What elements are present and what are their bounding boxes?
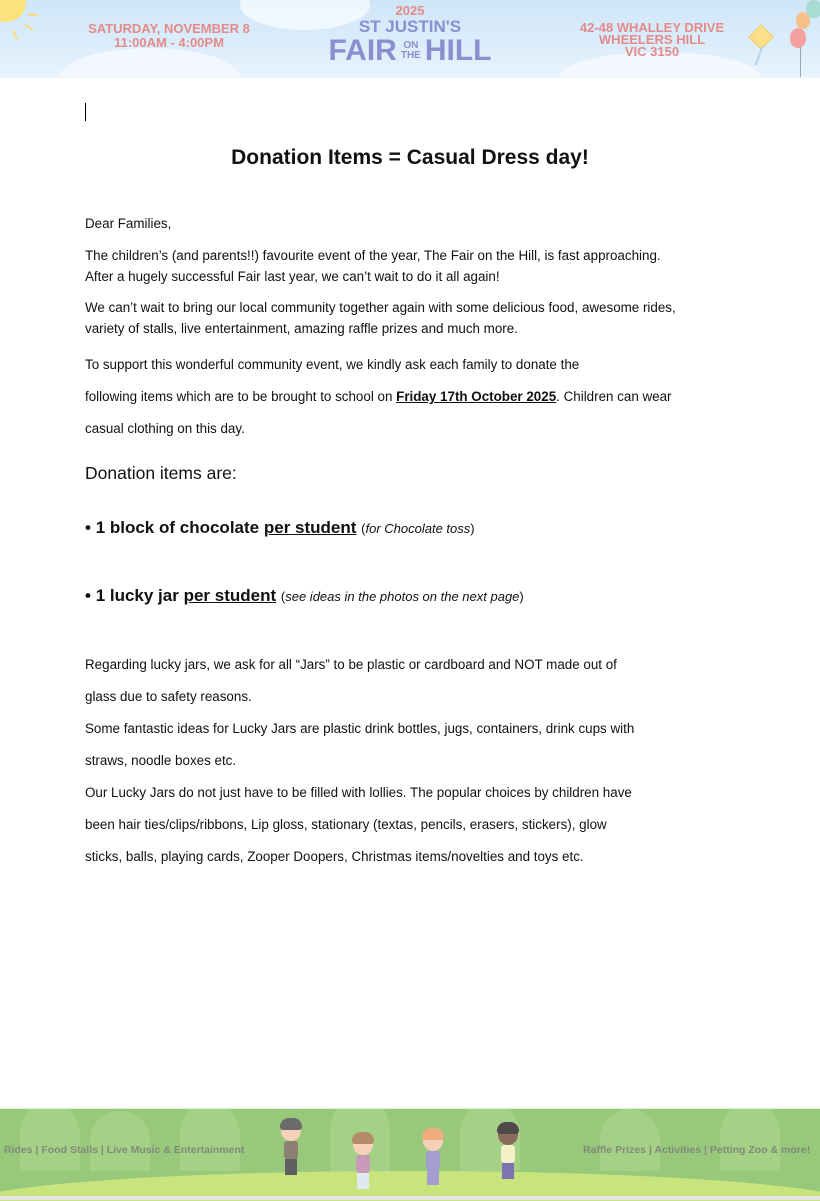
paragraph-line: We can’t wait to bring our local community together again with some delicious food, awesome rides,	[85, 300, 676, 315]
child-shirt	[501, 1145, 515, 1163]
document-title: Donation Items = Casual Dress day!	[231, 146, 589, 169]
sun-ray	[12, 30, 17, 40]
address-line-1: 42-48 WHALLEY DRIVE	[579, 20, 725, 35]
item-emphasis: per student	[263, 518, 357, 537]
cloud-decoration	[60, 48, 240, 78]
child-skirt	[357, 1173, 369, 1189]
sun-ray	[24, 23, 33, 30]
donation-heading: Donation items are:	[85, 463, 237, 483]
address-line-2: WHEELERS HILL	[598, 32, 706, 47]
event-name	[300, 36, 520, 66]
item-emphasis: per student	[183, 586, 277, 605]
item-main: 1 lucky jar	[95, 586, 179, 605]
header-banner	[0, 0, 820, 78]
paren-open: (	[361, 521, 366, 536]
bullet-icon: •	[85, 518, 91, 537]
paren-close: )	[519, 589, 524, 604]
paragraph-line: The children’s (and parents!!) favourite event of the year, The Fair on the Hill, is fast approaching.	[85, 248, 661, 263]
donation-item	[85, 586, 524, 606]
item-note	[281, 589, 524, 604]
sun-ray	[28, 14, 38, 16]
item-note-text: see ideas in the photos on the next page	[285, 589, 520, 604]
child-hair	[422, 1128, 444, 1140]
item-main: 1 block of chocolate	[95, 518, 260, 537]
bullet-icon: •	[85, 586, 91, 605]
paragraph-line: glass due to safety reasons.	[85, 689, 252, 704]
child-illustration	[496, 1125, 522, 1185]
sun-icon	[0, 0, 26, 22]
child-illustration	[279, 1121, 305, 1181]
paragraph-intro	[85, 245, 661, 287]
donation-date: Friday 17th October 2025	[396, 389, 557, 404]
text-run: following items which are to be brought to school on	[85, 389, 397, 404]
child-hair	[280, 1118, 302, 1130]
paren-open: (	[280, 589, 286, 604]
paragraph-line: Some fantastic ideas for Lucky Jars are plastic drink bottles, jugs, containers, drink cups with	[85, 721, 635, 736]
item-note-text: for Chocolate toss	[365, 521, 471, 536]
bush-decoration	[600, 1109, 660, 1171]
footer-activities-left: Rides | Food Stalls | Live Music & Entertainment	[4, 1144, 245, 1156]
paren-close: )	[470, 521, 475, 536]
event-date-time	[86, 22, 252, 50]
bush-decoration	[180, 1108, 240, 1171]
paragraph-line: sticks, balls, playing cards, Zooper Doopers, Christmas items/novelties and toys etc.	[85, 849, 584, 864]
event-date: SATURDAY, NOVEMBER 8	[88, 21, 250, 36]
text-cursor	[85, 103, 86, 121]
event-time: 11:00AM - 4:00PM	[114, 35, 224, 50]
paragraph-line	[85, 381, 672, 413]
kite-tail	[755, 46, 764, 65]
paragraph-line: casual clothing on this day.	[85, 421, 245, 436]
child-shirt	[356, 1155, 370, 1173]
balloon-icon	[806, 0, 820, 18]
event-address	[572, 22, 732, 58]
balloon-icon	[790, 28, 806, 48]
child-hair	[352, 1132, 374, 1144]
child-illustration	[421, 1131, 447, 1191]
event-name-the: THE	[400, 50, 421, 61]
page-bottom-edge	[0, 1196, 820, 1200]
event-year: 2025	[395, 3, 425, 18]
child-legs	[427, 1169, 439, 1185]
paragraph-line: After a hugely successful Fair last year, we can’t wait to do it all again!	[85, 269, 500, 284]
child-shirt	[284, 1141, 298, 1159]
paragraph-line: Our Lucky Jars do not just have to be filled with lollies. The popular choices by children have	[85, 785, 632, 800]
address-line-3: VIC 3150	[624, 44, 680, 59]
school-name: ST JUSTIN'S	[358, 17, 462, 36]
child-shirt	[426, 1151, 440, 1169]
bush-decoration	[720, 1108, 780, 1171]
paragraph-line: straws, noodle boxes etc.	[85, 753, 237, 768]
paragraph-line: variety of stalls, live entertainment, amazing raffle prizes and much more.	[85, 321, 518, 336]
donation-item	[85, 518, 475, 538]
item-note	[361, 521, 474, 536]
paragraph-support	[85, 349, 672, 445]
text-run: . Children can wear	[556, 389, 672, 404]
paragraph-line: To support this wonderful community event, we kindly ask each family to donate the	[85, 357, 580, 372]
event-name-on: ON	[403, 40, 419, 51]
child-hair	[497, 1122, 519, 1134]
bush-decoration	[90, 1111, 150, 1171]
greeting: Dear Families,	[85, 216, 172, 231]
paragraph-lucky-jars	[85, 649, 634, 873]
paragraph-line: been hair ties/clips/ribbons, Lip gloss, stationary (textas, pencils, erasers, stickers), glow	[85, 817, 607, 832]
paragraph-line: Regarding lucky jars, we ask for all “Jars” to be plastic or cardboard and NOT made out of	[85, 657, 617, 672]
child-illustration	[351, 1135, 377, 1195]
event-name-fair: FAIR	[328, 34, 397, 67]
bush-decoration	[20, 1108, 80, 1171]
child-legs	[502, 1163, 514, 1179]
footer-activities-right: Raffle Prizes | Activities | Petting Zoo & more!	[583, 1144, 811, 1156]
balloon-string	[800, 45, 801, 77]
event-name-on-the	[401, 41, 421, 61]
paragraph-community	[85, 297, 676, 339]
event-logo	[300, 3, 520, 66]
child-legs	[285, 1159, 297, 1175]
event-name-hill: HILL	[424, 34, 492, 67]
